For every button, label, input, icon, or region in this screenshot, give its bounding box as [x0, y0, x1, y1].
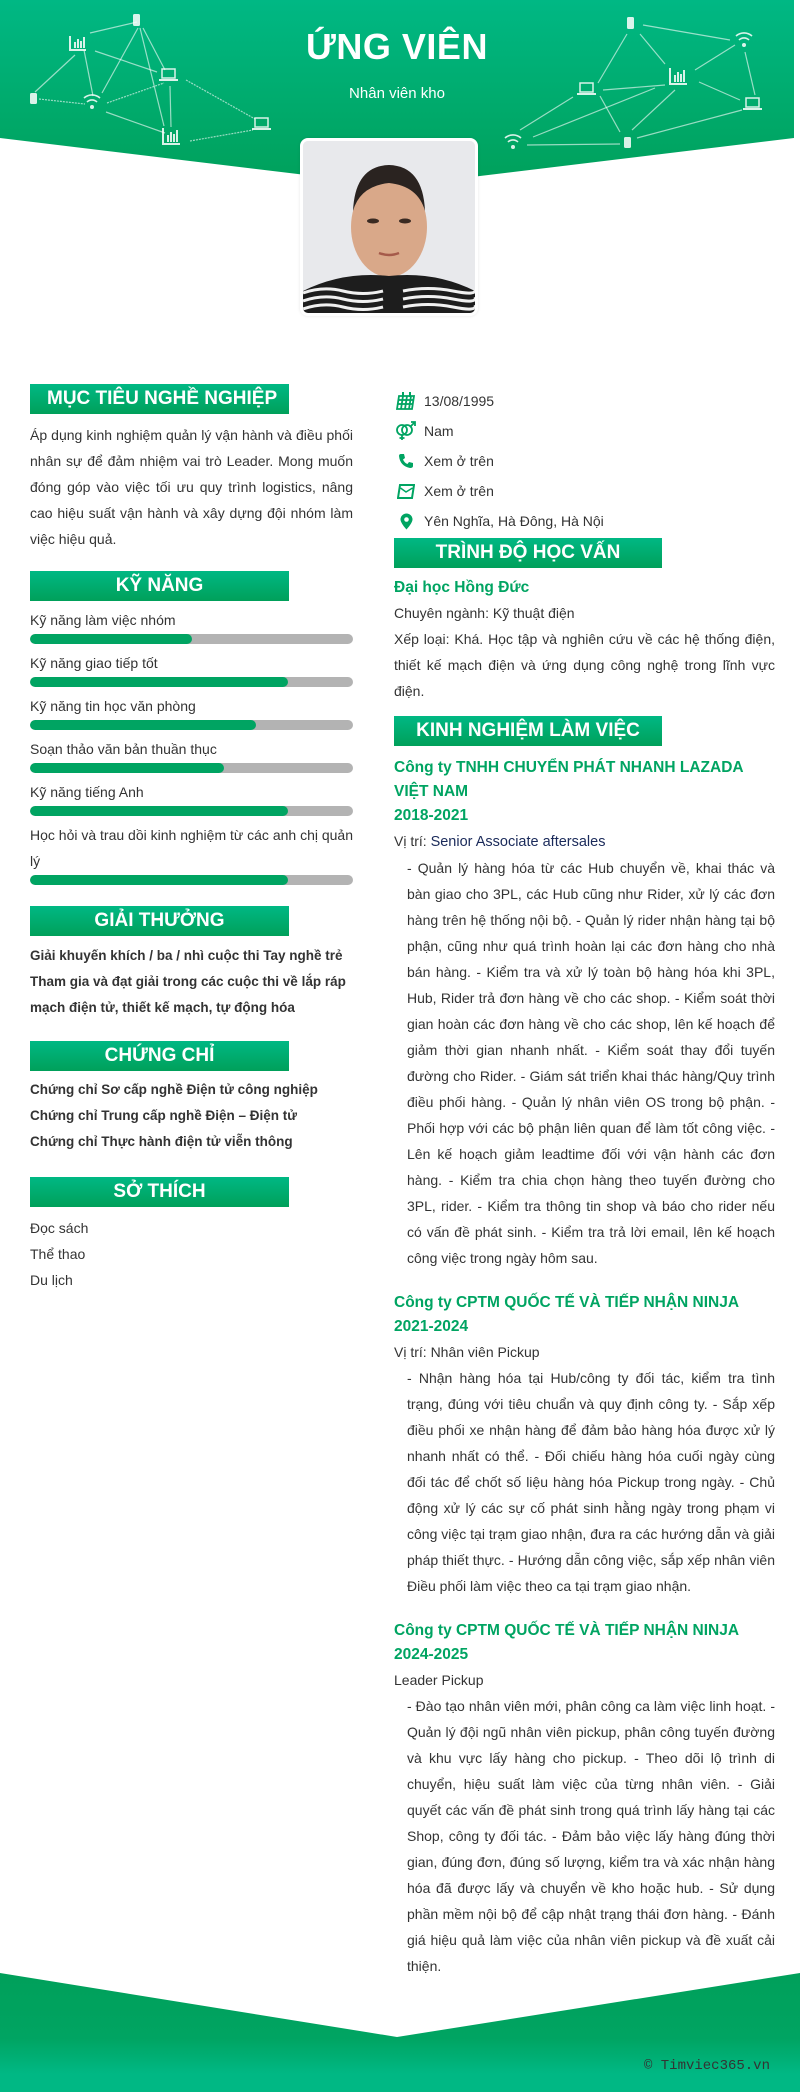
- right-column: [394, 386, 775, 1979]
- education-description: Xếp loại: Khá. Học tập và nghiên cứu về các hệ thống điện, thiết kế mạch điện và ứng dụng công nghệ trong lĩnh vực điện.: [394, 631, 775, 699]
- skill-bar: [30, 677, 353, 687]
- contact-gender: [394, 416, 775, 446]
- skill-bar-fill: [30, 634, 192, 644]
- job-company: Công ty TNHH CHUYỂN PHÁT NHANH LAZADA VIỆT NAM: [394, 759, 744, 800]
- job-entry: [394, 1291, 775, 1599]
- contact-phone: [394, 446, 775, 476]
- hobby-item: Thể thao: [30, 1246, 86, 1262]
- job-position: [394, 1339, 775, 1365]
- section-title-hobbies: SỞ THÍCH: [30, 1177, 289, 1207]
- section-title-objective: MỤC TIÊU NGHỀ NGHIỆP: [30, 384, 289, 414]
- certificates-list: [30, 1077, 353, 1155]
- hobbies-list: [30, 1215, 353, 1293]
- left-column: [30, 384, 353, 1293]
- skill-bar-fill: [30, 720, 256, 730]
- calendar-icon: [394, 389, 418, 413]
- gender-value: Nam: [424, 423, 454, 439]
- section-title-education: TRÌNH ĐỘ HỌC VẤN: [394, 538, 662, 568]
- section-title-certificates: CHỨNG CHỈ: [30, 1041, 289, 1071]
- skill-item: [30, 650, 353, 687]
- contact-email: [394, 476, 775, 506]
- job-period: 2024-2025: [394, 1646, 469, 1663]
- awards-list: [30, 943, 353, 1021]
- address-value: Yên Nghĩa, Hà Đông, Hà Nội: [424, 513, 604, 529]
- skill-bar: [30, 875, 353, 885]
- copyright: © Timviec365.vn: [643, 2058, 770, 2074]
- skill-bar-fill: [30, 875, 288, 885]
- section-title-skills: KỸ NĂNG: [30, 571, 289, 601]
- skill-bar: [30, 806, 353, 816]
- skill-name: Kỹ năng tin học văn phòng: [30, 698, 196, 714]
- hobby-item: Du lịch: [30, 1272, 73, 1288]
- skill-item: [30, 779, 353, 816]
- skill-name: Kỹ năng tiếng Anh: [30, 784, 144, 800]
- job-position-label: Vị trí:: [394, 833, 431, 849]
- skill-name: Kỹ năng làm việc nhóm: [30, 612, 176, 628]
- job-position-value: Leader Pickup: [394, 1672, 484, 1688]
- skill-item: [30, 607, 353, 644]
- job-position: [394, 828, 775, 855]
- contact-info: [394, 386, 775, 536]
- phone-value: Xem ở trên: [424, 453, 494, 469]
- job-period: 2018-2021: [394, 807, 469, 824]
- contact-birthday: [394, 386, 775, 416]
- section-title-awards: GIẢI THƯỞNG: [30, 906, 289, 936]
- job-period: 2021-2024: [394, 1318, 469, 1335]
- school-name: Đại học Hồng Đức: [394, 579, 530, 596]
- section-title-experience: KINH NGHIỆM LÀM VIỆC: [394, 716, 662, 746]
- candidate-title: ỨNG VIÊN: [306, 26, 488, 67]
- avatar: [300, 138, 478, 316]
- award-item: Giải khuyến khích / ba / nhì cuộc thi Tay nghề trẻ: [30, 948, 343, 963]
- certificate-item: Chứng chỉ Sơ cấp nghề Điện tử công nghiệp: [30, 1082, 318, 1097]
- skill-item: [30, 736, 353, 773]
- skill-item: [30, 822, 353, 885]
- skill-bar-fill: [30, 763, 224, 773]
- skill-name: Học hỏi và trau dồi kinh nghiệm từ các anh chị quản lý: [30, 827, 354, 869]
- skill-bar: [30, 720, 353, 730]
- contact-address: [394, 506, 775, 536]
- skill-name: Kỹ năng giao tiếp tốt: [30, 655, 158, 671]
- skill-bar-fill: [30, 677, 288, 687]
- job-position-label: Vị trí:: [394, 1344, 431, 1360]
- job-description: - Đào tạo nhân viên mới, phân công ca làm việc linh hoạt. - Quản lý đội ngũ nhân viên pickup, phân công tuyến đường và khu vực lấy hàng cho pickup. - Theo dõi lộ trình di chuyển, hiệu suất làm việc của từng nhân viên. - Giải quyết các vấn đề phát sinh trong quá trình lấy hàng tại các Shop, công ty đối tác. - Đảm bảo việc lấy hàng đúng thời gian, đúng đơn, đúng số lượng, kiểm tra và xác nhận hàng hóa đã được lấy và chuyển về kho hoặc hub. - Sử dụng phần mềm nội bộ để cập nhật trạng thái đơn hàng. - Đánh giá hiệu quả làm việc của nhân viên pickup và đề xuất cải thiện.: [407, 1698, 775, 1974]
- birthday-value: 13/08/1995: [424, 393, 495, 409]
- gender-icon: [394, 419, 418, 443]
- location-icon: [394, 509, 418, 533]
- hobby-item: Đọc sách: [30, 1220, 89, 1236]
- award-item: Tham gia và đạt giải trong các cuộc thi về lắp ráp mạch điện tử, thiết kế mạch, tự động hóa: [30, 974, 346, 1015]
- job-position-value: Senior Associate aftersales: [430, 834, 606, 850]
- skills-list: [30, 607, 353, 885]
- skill-bar: [30, 634, 353, 644]
- certificate-item: Chứng chỉ Trung cấp nghề Điện – Điện tử: [30, 1108, 298, 1123]
- skill-bar-fill: [30, 806, 288, 816]
- skill-item: [30, 693, 353, 730]
- job-position-value: Nhân viên Pickup: [430, 1344, 540, 1360]
- job-position: [394, 1667, 775, 1693]
- phone-icon: [394, 449, 418, 473]
- phone-device-icon: [133, 14, 140, 26]
- education-entry: [394, 576, 775, 704]
- education-major: Chuyên ngành: Kỹ thuật điện: [394, 605, 575, 621]
- job-company: Công ty CPTM QUỐC TẾ VÀ TIẾP NHẬN NINJA: [394, 1622, 740, 1639]
- objective-text: Áp dụng kinh nghiệm quản lý vận hành và điều phối nhân sự để đảm nhiệm vai trò Leader. Mong muốn đóng góp vào việc tối ưu quy trình logistics, nâng cao hiệu suất vận hành và xây dựng đội nhóm làm việc hiệu quả.: [30, 427, 353, 547]
- email-icon: [394, 479, 418, 503]
- job-company: Công ty CPTM QUỐC TẾ VÀ TIẾP NHẬN NINJA: [394, 1294, 740, 1311]
- job-entry: [394, 1619, 775, 1979]
- job-description: - Nhận hàng hóa tại Hub/công ty đối tác, kiểm tra tình trạng, đúng với tiêu chuẩn và quy định công ty. - Sắp xếp điều phối xe nhận hàng để đảm bảo hàng hóa được xử lý nhanh nhất có thể. - Đối chiếu hàng hóa cuối ngày cùng đối tác để chốt số liệu hàng hóa Pickup trong ngày. - Chủ động xử lý các sự cố phát sinh hằng ngày trong phạm vi công việc tại trạm giao nhận, đưa ra các hướng dẫn và giải pháp thiết thực. - Hướng dẫn công việc, sắp xếp nhân viên Điều phối làm việc theo ca tại trạm giao nhận.: [407, 1370, 775, 1594]
- job-entry: [394, 756, 775, 1271]
- job-description: - Quản lý hàng hóa từ các Hub chuyển về, khai thác và bàn giao cho 3PL, các Hub cũng như Rider, xử lý các đơn hàng trên hệ thống nội bộ. - Quản lý rider nhận hàng tại bộ phận, cũng như quá trình hoàn lại các đơn hàng cho nhà bán hàng. - Kiểm tra và xử lý toàn bộ hàng hóa khi 3PL, Hub, Rider trả đơn hàng về cho các shop. - Kiểm soát thời gian hoàn các đơn hàng về cho các shop, lên kế hoạch để giảm thời gian nhanh nhất. - Kiểm soát thay đổi tuyến đường cho Rider. - Giám sát triển khai thác hàng/Quy trình điều phối hàng. - Quản lý nhân viên OS trong bộ phận. - Phối hợp với các bộ phận liên quan để làm tốt công việc. - Lên kế hoạch giảm leadtime đối với vận hành các đơn hàng. - Kiểm tra chia chọn hàng theo tuyến đường cho 3PL, rider. - Kiểm tra thông tin shop và báo cho rider nếu có vấn đề phát sinh. - Kiểm tra trả lời email, lên kế hoạch công việc trong ngày hôm sau.: [407, 860, 775, 1266]
- email-value: Xem ở trên: [424, 483, 494, 499]
- skill-bar: [30, 763, 353, 773]
- skill-name: Soạn thảo văn bản thuần thục: [30, 741, 217, 757]
- job-title: Nhân viên kho: [349, 85, 445, 102]
- certificate-item: Chứng chỉ Thực hành điện tử viễn thông: [30, 1134, 293, 1149]
